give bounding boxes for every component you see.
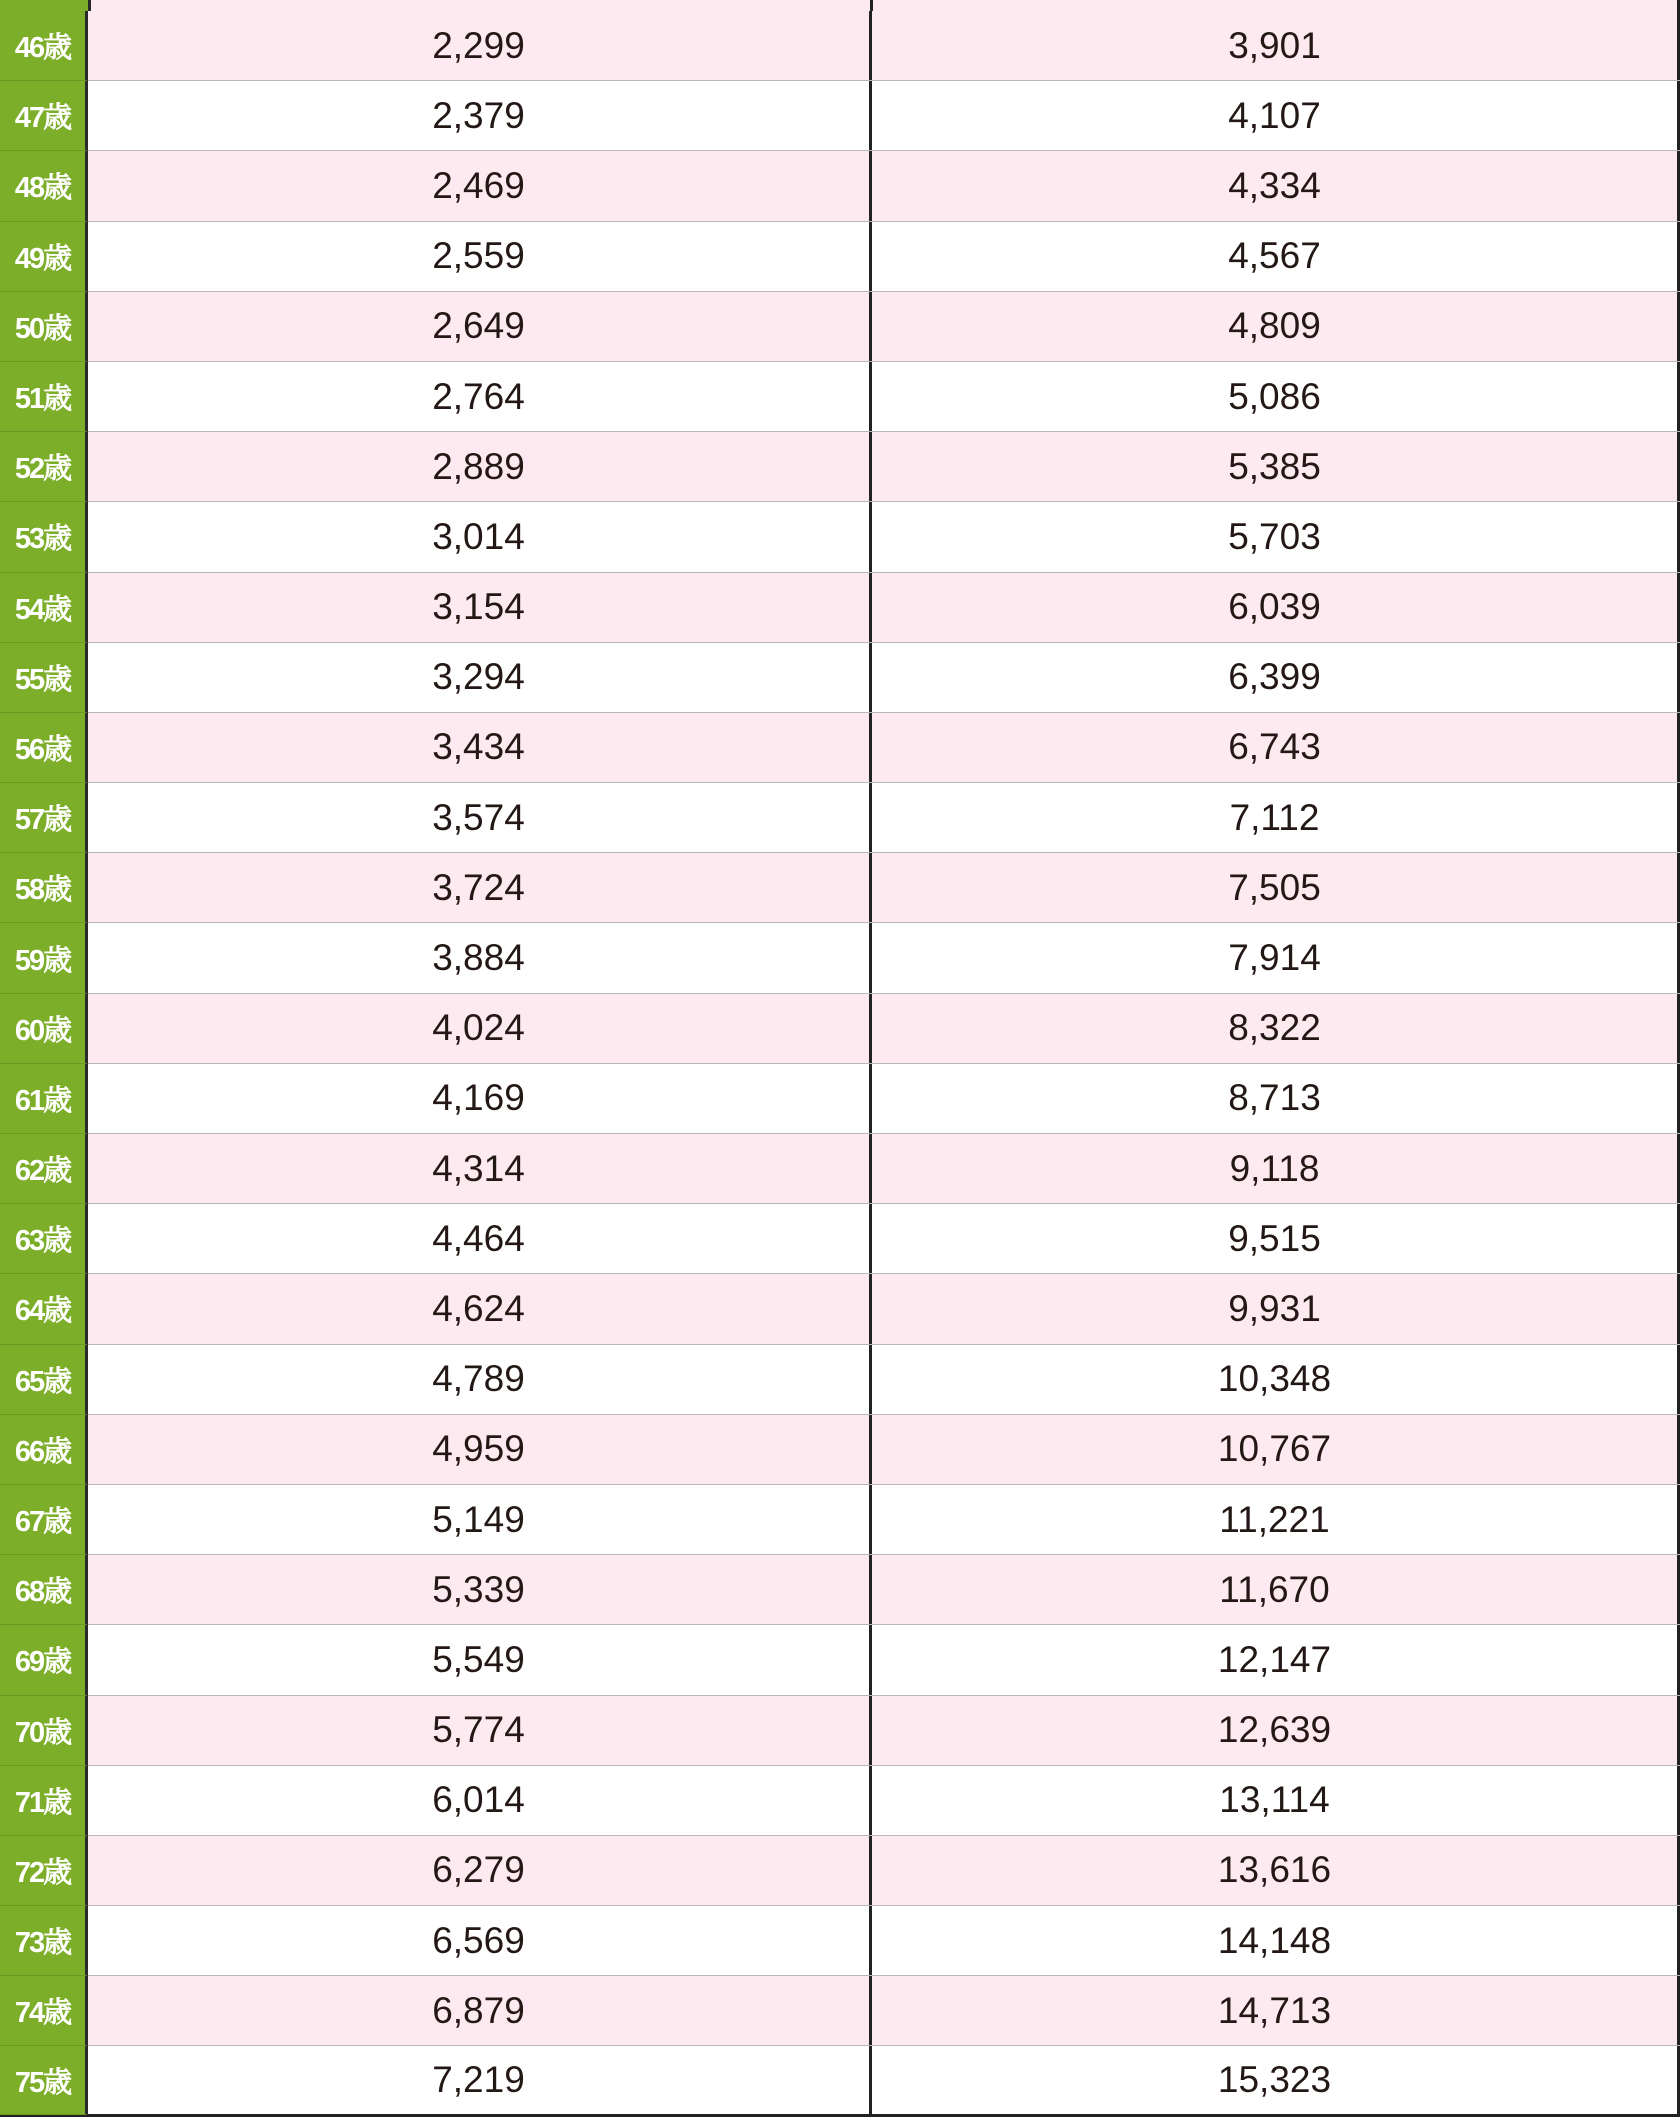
value-cell-a: 2,469 (88, 151, 872, 220)
value-cell-b: 12,147 (872, 1625, 1680, 1694)
age-cell: 54歳 (0, 573, 88, 643)
table-row (0, 292, 1680, 362)
value-cell-a: 3,884 (88, 923, 872, 992)
age-cell: 71歳 (0, 1766, 88, 1836)
value-cell-a: 3,154 (88, 573, 872, 642)
value-cell-a: 6,014 (88, 1766, 872, 1835)
table-row (0, 1906, 1680, 1976)
table-row (0, 783, 1680, 853)
age-cell: 49歳 (0, 222, 88, 292)
age-cell: 65歳 (0, 1345, 88, 1415)
value-cell-a: 7,219 (88, 2046, 872, 2113)
value-cell-b: 7,914 (872, 923, 1680, 992)
value-cell-b: 4,567 (872, 222, 1680, 291)
age-cell: 64歳 (0, 1274, 88, 1344)
table-row (0, 1555, 1680, 1625)
value-cell-a: 4,024 (88, 994, 872, 1063)
table-row (0, 1696, 1680, 1766)
table-row (0, 2046, 1680, 2116)
value-cell-b: 4,334 (872, 151, 1680, 220)
table-row (0, 853, 1680, 923)
table-row (0, 1064, 1680, 1134)
value-cell-a: 2,299 (88, 11, 872, 80)
value-cell-a: 3,294 (88, 643, 872, 712)
table-row (0, 151, 1680, 221)
value-cell-b: 10,767 (872, 1415, 1680, 1484)
value-cell-b: 7,112 (872, 783, 1680, 852)
table-row (0, 1766, 1680, 1836)
value-cell-b: 6,039 (872, 573, 1680, 642)
value-cell-b: 4,107 (872, 81, 1680, 150)
value-cell-b: 15,323 (872, 2046, 1680, 2113)
table-row (0, 1274, 1680, 1344)
age-cell: 53歳 (0, 502, 88, 572)
age-cell: 62歳 (0, 1134, 88, 1204)
age-cell: 46歳 (0, 11, 88, 81)
table-row (0, 1976, 1680, 2046)
age-cell: 68歳 (0, 1555, 88, 1625)
value-cell-b: 9,931 (872, 1274, 1680, 1343)
age-cell: 70歳 (0, 1696, 88, 1766)
age-column-top-edge (0, 0, 91, 11)
value-cell-b: 11,221 (872, 1485, 1680, 1554)
table-row (0, 222, 1680, 292)
table-row (0, 923, 1680, 993)
value-cell-a: 4,959 (88, 1415, 872, 1484)
col-a-top-edge (91, 0, 874, 11)
age-cell: 55歳 (0, 643, 88, 713)
age-cell: 63歳 (0, 1204, 88, 1274)
table-row (0, 362, 1680, 432)
age-cell: 61歳 (0, 1064, 88, 1134)
value-cell-a: 4,789 (88, 1345, 872, 1414)
value-cell-a: 4,624 (88, 1274, 872, 1343)
value-cell-a: 2,379 (88, 81, 872, 150)
value-cell-b: 3,901 (872, 11, 1680, 80)
age-cell: 59歳 (0, 923, 88, 993)
value-cell-a: 3,014 (88, 502, 872, 571)
age-cell: 60歳 (0, 994, 88, 1064)
value-cell-a: 2,889 (88, 432, 872, 501)
value-cell-b: 8,322 (872, 994, 1680, 1063)
value-cell-b: 13,616 (872, 1836, 1680, 1905)
table-row (0, 81, 1680, 151)
table-row (0, 432, 1680, 502)
value-cell-a: 5,774 (88, 1696, 872, 1765)
value-cell-b: 5,086 (872, 362, 1680, 431)
value-cell-a: 5,549 (88, 1625, 872, 1694)
value-cell-a: 3,724 (88, 853, 872, 922)
value-cell-b: 14,148 (872, 1906, 1680, 1975)
value-cell-a: 2,649 (88, 292, 872, 361)
value-cell-a: 6,279 (88, 1836, 872, 1905)
value-cell-b: 10,348 (872, 1345, 1680, 1414)
value-cell-a: 4,464 (88, 1204, 872, 1273)
value-cell-b: 6,399 (872, 643, 1680, 712)
table-row (0, 1625, 1680, 1695)
age-cell: 56歳 (0, 713, 88, 783)
age-cell: 52歳 (0, 432, 88, 502)
value-cell-b: 9,118 (872, 1134, 1680, 1203)
value-cell-b: 11,670 (872, 1555, 1680, 1624)
age-cell: 47歳 (0, 81, 88, 151)
value-cell-a: 2,559 (88, 222, 872, 291)
age-cell: 66歳 (0, 1415, 88, 1485)
age-cell: 57歳 (0, 783, 88, 853)
table-row (0, 1204, 1680, 1274)
table-row (0, 11, 1680, 81)
table-row (0, 502, 1680, 572)
age-cell: 67歳 (0, 1485, 88, 1555)
table-row (0, 643, 1680, 713)
value-cell-b: 5,703 (872, 502, 1680, 571)
table-row (0, 1134, 1680, 1204)
value-cell-b: 4,809 (872, 292, 1680, 361)
value-cell-a: 2,764 (88, 362, 872, 431)
value-cell-b: 13,114 (872, 1766, 1680, 1835)
col-b-top-edge (873, 0, 1680, 11)
value-cell-a: 3,434 (88, 713, 872, 782)
value-cell-b: 5,385 (872, 432, 1680, 501)
table-top-partial-row (0, 0, 1680, 11)
table-row (0, 1415, 1680, 1485)
value-cell-b: 6,743 (872, 713, 1680, 782)
value-cell-a: 5,149 (88, 1485, 872, 1554)
age-cell: 74歳 (0, 1976, 88, 2046)
value-cell-b: 14,713 (872, 1976, 1680, 2045)
age-cell: 58歳 (0, 853, 88, 923)
table-row (0, 713, 1680, 783)
value-cell-a: 5,339 (88, 1555, 872, 1624)
age-cell: 72歳 (0, 1836, 88, 1906)
age-cell: 75歳 (0, 2046, 88, 2114)
table-row (0, 994, 1680, 1064)
table-body (0, 11, 1680, 2117)
value-cell-a: 6,569 (88, 1906, 872, 1975)
value-cell-a: 3,574 (88, 783, 872, 852)
age-cell: 51歳 (0, 362, 88, 432)
table-row (0, 1345, 1680, 1415)
age-cell: 73歳 (0, 1906, 88, 1976)
age-cell: 50歳 (0, 292, 88, 362)
value-cell-b: 12,639 (872, 1696, 1680, 1765)
age-cell: 69歳 (0, 1625, 88, 1695)
value-cell-a: 4,169 (88, 1064, 872, 1133)
table-row (0, 573, 1680, 643)
value-cell-a: 6,879 (88, 1976, 872, 2045)
value-cell-b: 9,515 (872, 1204, 1680, 1273)
value-cell-b: 7,505 (872, 853, 1680, 922)
value-cell-b: 8,713 (872, 1064, 1680, 1133)
table-row (0, 1485, 1680, 1555)
table-row (0, 1836, 1680, 1906)
age-cell: 48歳 (0, 151, 88, 221)
value-cell-a: 4,314 (88, 1134, 872, 1203)
